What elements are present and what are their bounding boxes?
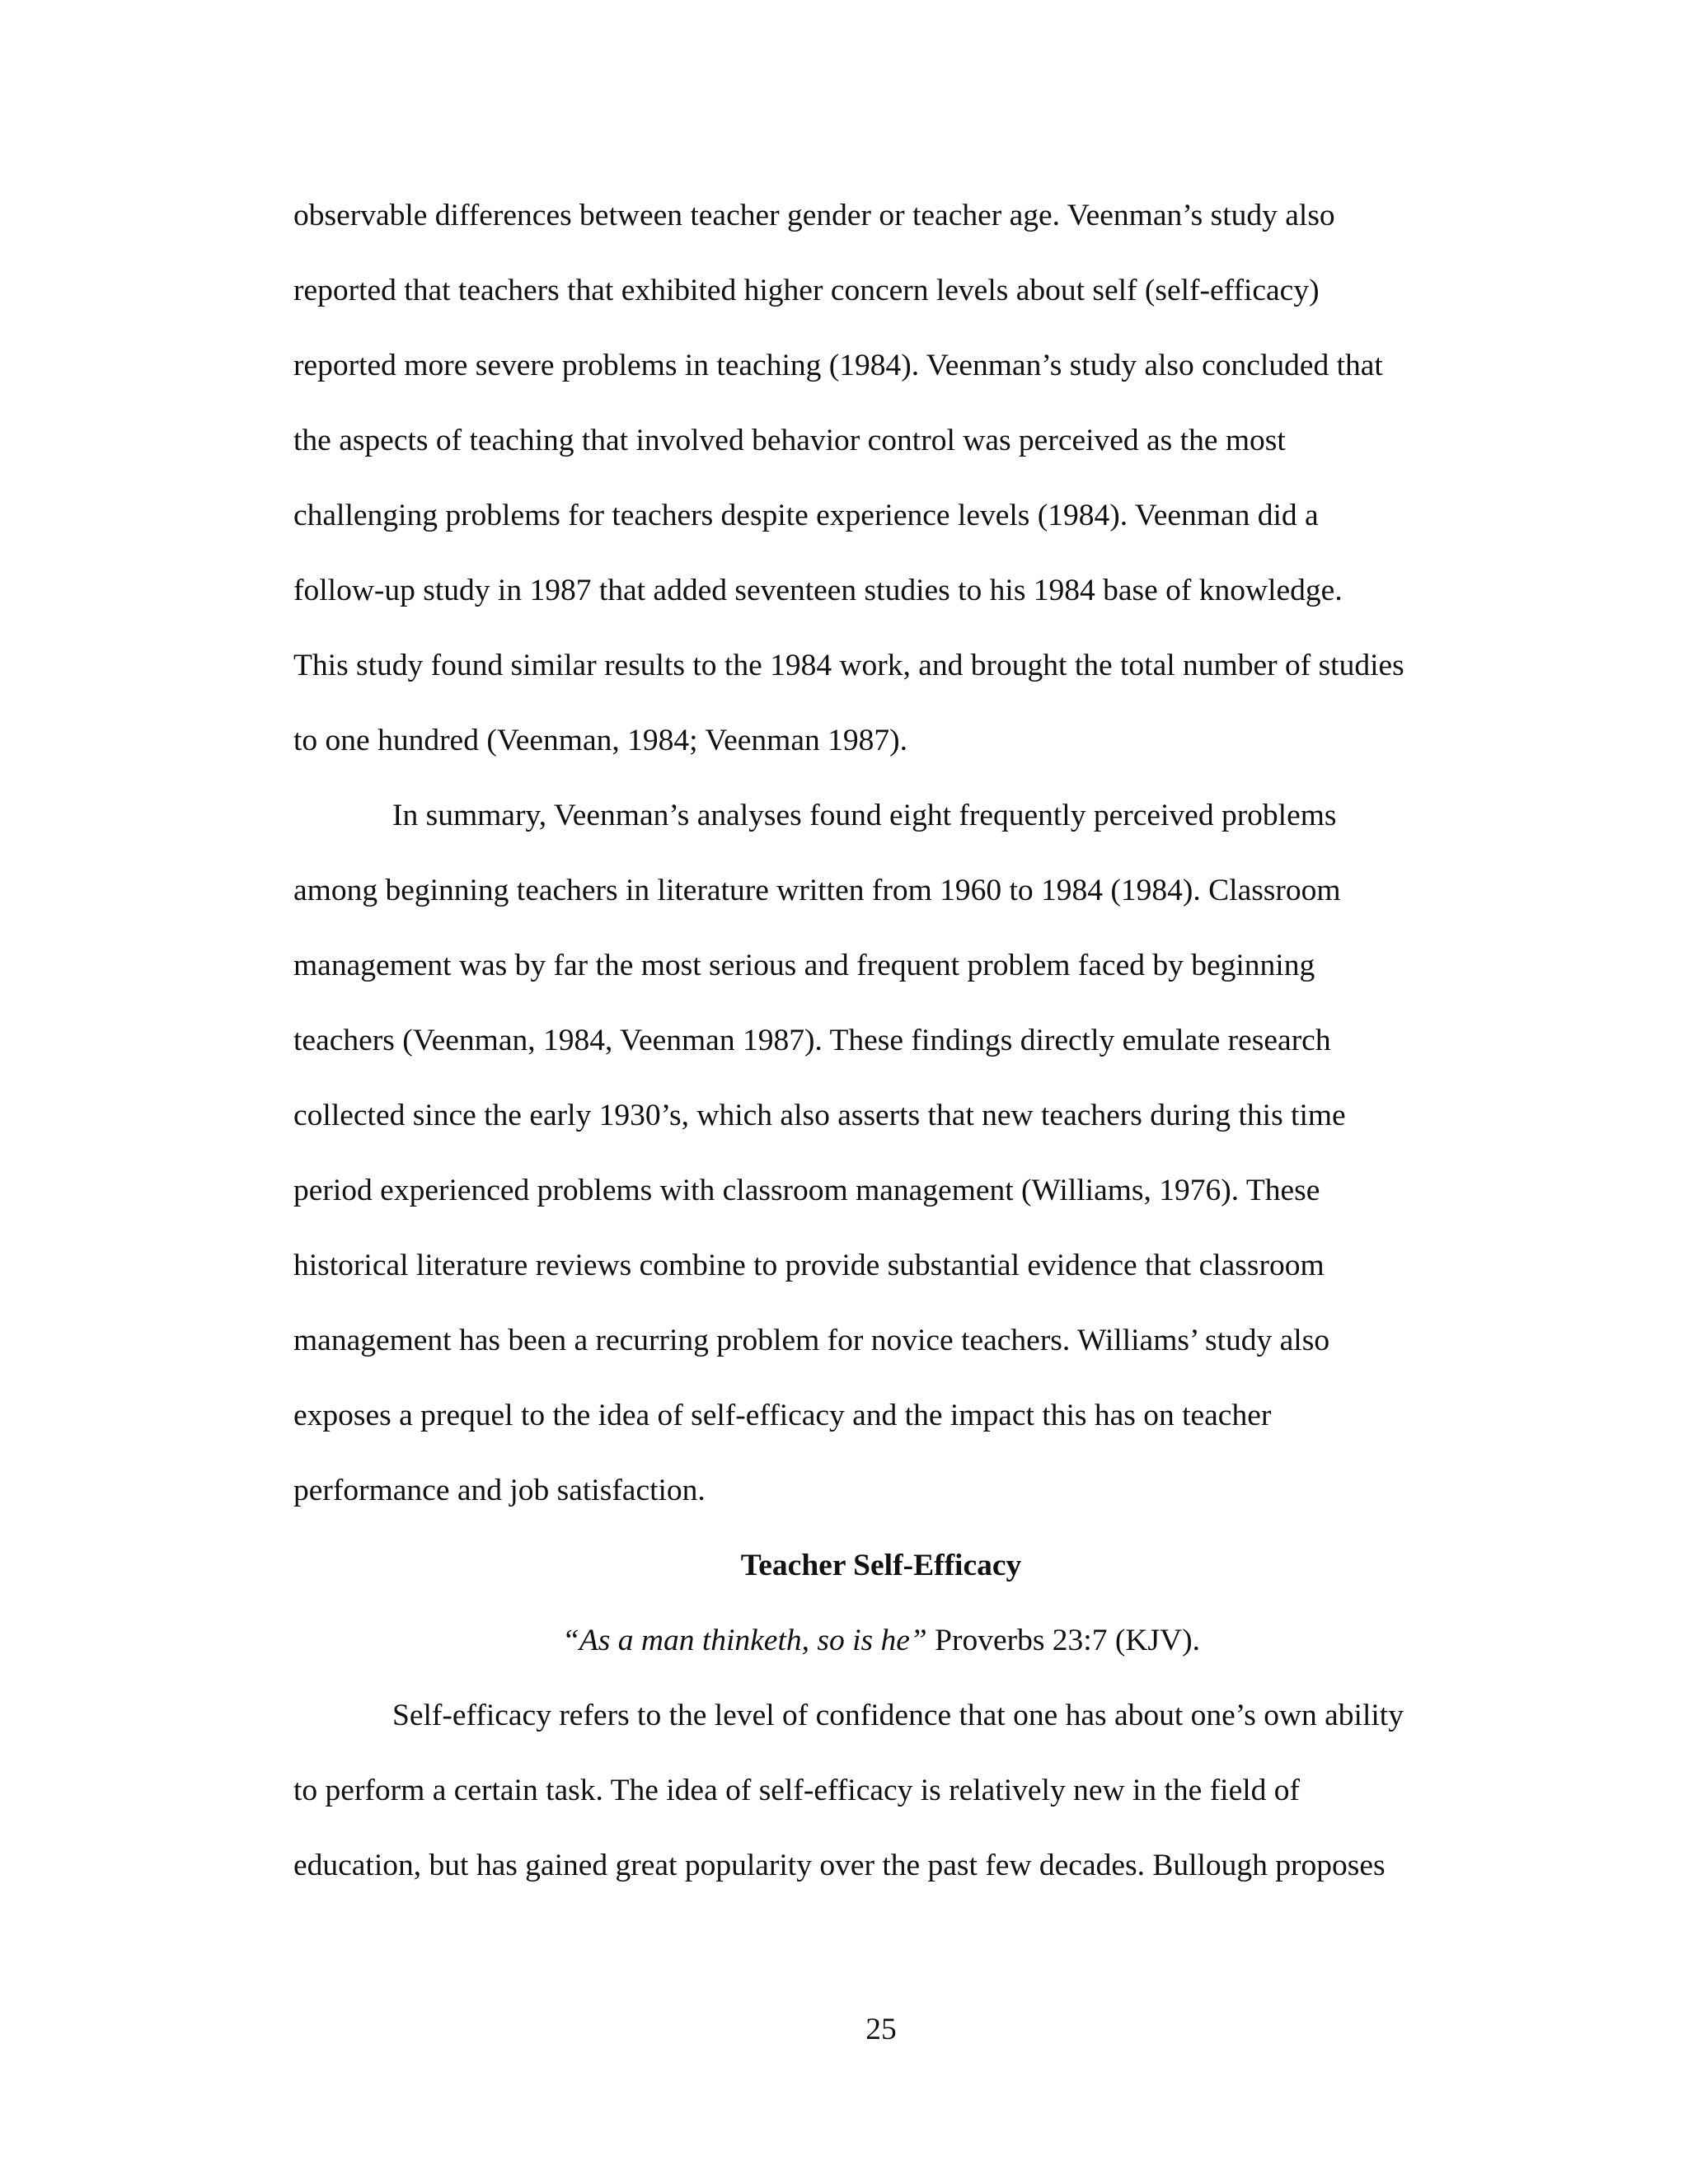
text-line: to one hundred (Veenman, 1984; Veenman 1987).: [293, 724, 907, 757]
text-line: education, but has gained great popularity over the past few decades. Bullough proposes: [293, 1849, 1386, 1882]
text-line: In summary, Veenman’s analyses found eight frequently perceived problems: [392, 799, 1337, 832]
text-line: management has been a recurring problem for novice teachers. Williams’ study also: [293, 1324, 1330, 1357]
text-line: Self-efficacy refers to the level of confidence that one has about one’s own ability: [392, 1699, 1404, 1732]
epigraph-quote: “As a man thinketh, so is he”: [562, 1624, 927, 1657]
text-line: reported more severe problems in teaching (1984). Veenman’s study also concluded that: [293, 349, 1383, 382]
text-line: historical literature reviews combine to provide substantial evidence that classroom: [293, 1249, 1325, 1282]
epigraph-citation: Proverbs 23:7 (KJV).: [926, 1624, 1200, 1657]
text-line: collected since the early 1930’s, which also asserts that new teachers during this time: [293, 1099, 1346, 1132]
text-line: the aspects of teaching that involved behavior control was perceived as the most: [293, 424, 1286, 457]
text-line: teachers (Veenman, 1984, Veenman 1987). These findings directly emulate research: [293, 1024, 1331, 1057]
text-line: management was by far the most serious and frequent problem faced by beginning: [293, 949, 1315, 982]
page-number: 25: [865, 2013, 897, 2046]
text-line: among beginning teachers in literature written from 1960 to 1984 (1984). Classroom: [293, 874, 1341, 907]
text-line: period experienced problems with classroom management (Williams, 1976). These: [293, 1174, 1320, 1207]
text-line: follow-up study in 1987 that added seventeen studies to his 1984 base of knowledge.: [293, 574, 1343, 607]
text-line: performance and job satisfaction.: [293, 1474, 706, 1507]
text-line: challenging problems for teachers despite experience levels (1984). Veenman did a: [293, 499, 1319, 532]
text-line: reported that teachers that exhibited higher concern levels about self (self-efficacy): [293, 274, 1320, 307]
text-line: to perform a certain task. The idea of self-efficacy is relatively new in the field of: [293, 1774, 1301, 1807]
section-heading: Teacher Self-Efficacy: [740, 1549, 1022, 1582]
text-line: observable differences between teacher gender or teacher age. Veenman’s study also: [293, 199, 1335, 232]
epigraph: [0, 1622, 1688, 1660]
text-line: This study found similar results to the 1984 work, and brought the total number of studies: [293, 649, 1404, 682]
text-line: exposes a prequel to the idea of self-efficacy and the impact this has on teacher: [293, 1399, 1272, 1432]
